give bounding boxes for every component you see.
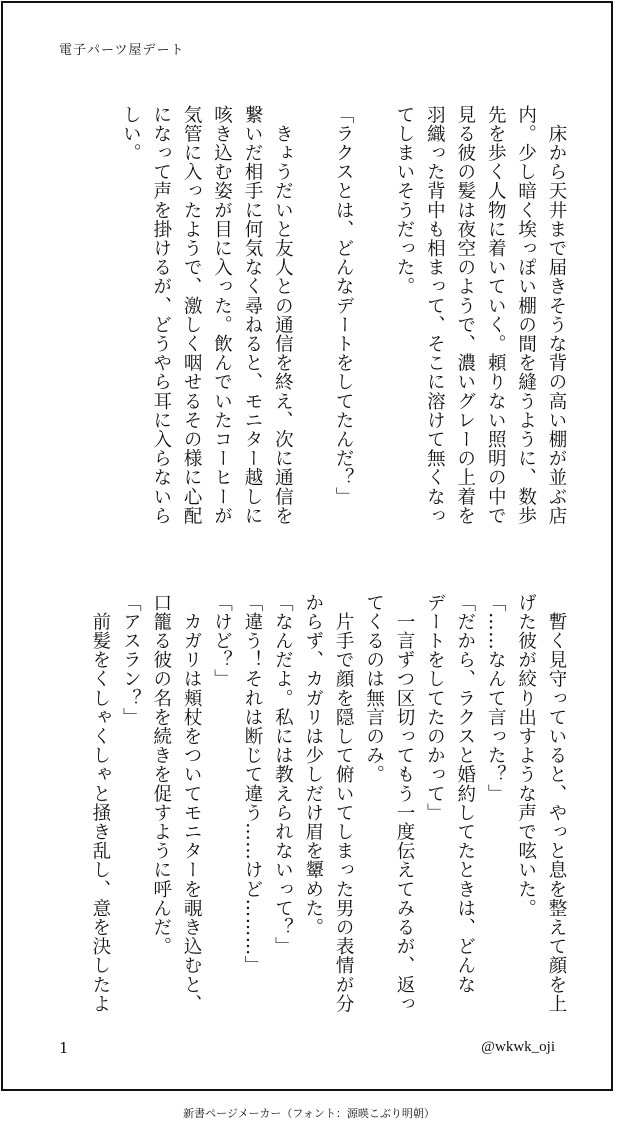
author-handle: @wkwk_oji bbox=[481, 1039, 555, 1055]
text-column: 「……なんて言った？」 bbox=[485, 593, 507, 804]
text-column: 暫く見守っていると、やっと息を整えて顔を上 bbox=[546, 593, 567, 1014]
text-column: 「違う！それは断じて違う……けど………」 bbox=[241, 593, 263, 975]
book-page bbox=[1, 1, 613, 1091]
text-column: 咳き込む姿が目に入った。飲んでいたコーヒーが bbox=[211, 105, 233, 526]
text-column: からず、カガリは少しだけ眉を顰めた。 bbox=[302, 593, 324, 937]
text-column: 繋いだ相手に何気なく尋ねると、モニター越しに bbox=[241, 105, 263, 526]
text-column: 「アスラン？」 bbox=[120, 593, 142, 727]
text-column: 前髪をくしゃくしゃと掻き乱し、意を決したよ bbox=[89, 593, 111, 1014]
text-column: 「ラクスとは、どんなデートをしてたんだ？」 bbox=[333, 105, 355, 507]
text-column: になって声を掛けるが、どうやら耳に入らないら bbox=[150, 105, 172, 526]
text-column: てくるのは無言のみ。 bbox=[363, 593, 385, 784]
blank-column bbox=[297, 105, 327, 530]
text-column: カガリは頬杖をついてモニターを覗き込むと、 bbox=[181, 593, 203, 1014]
blank-column bbox=[358, 105, 388, 530]
text-column: 見る彼の髪は夜空のようで、濃いグレーの上着を bbox=[454, 105, 476, 526]
text-column: きょうだいと友人との通信を終え、次に通信を bbox=[272, 105, 294, 526]
footer-credit: 新書ページメーカー（フォント：源暎こぶり明朝） bbox=[183, 1107, 435, 1120]
text-column: 床から天井まで届きそうな背の高い棚が並ぶ店 bbox=[546, 105, 567, 526]
text-column: しい。 bbox=[120, 105, 142, 163]
bottom-text-block bbox=[55, 593, 571, 1018]
text-column: 羽織った背中も相まって、そこに溶けて無くなっ bbox=[424, 105, 446, 526]
text-column: げた彼が絞り出すような声で呟いた。 bbox=[515, 593, 537, 918]
text-column: 「けど？」 bbox=[211, 593, 233, 689]
text-column: 内。少し暗く埃っぽい棚の間を縫うように、数歩 bbox=[515, 105, 537, 526]
text-column: 先を歩く人物に着いていく。頼りない照明の中で bbox=[485, 105, 507, 526]
page-number: 1 bbox=[59, 1039, 69, 1057]
text-column: 口籠る彼の名を続きを促すように呼んだ。 bbox=[150, 593, 172, 956]
text-column: 気管に入ったようで、激しく咽せるその様に心配 bbox=[181, 105, 203, 526]
text-column: てしまいそうだった。 bbox=[393, 105, 415, 296]
text-column: 「だから、ラクスと婚約してたときは、どんな bbox=[454, 593, 476, 995]
text-column: 「なんだよ。私には教えられないって？」 bbox=[272, 593, 294, 956]
text-column: 片手で顔を隠して俯いてしまった男の表情が分 bbox=[333, 593, 355, 1014]
page-header-title: 電子パーツ屋デート bbox=[59, 43, 185, 58]
text-column: デートをしてたのかって」 bbox=[424, 593, 446, 823]
top-text-block bbox=[55, 105, 571, 530]
text-column: 一言ずつ区切ってもう一度伝えてみるが、返っ bbox=[393, 593, 415, 1014]
